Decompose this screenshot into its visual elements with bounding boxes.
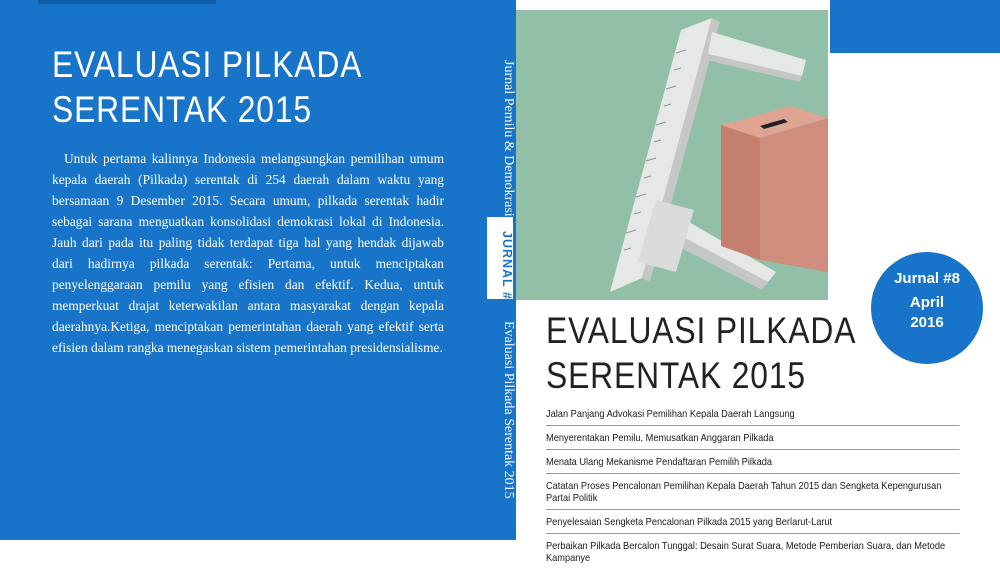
- toc-item: Penyelesaian Sengketa Pencalonan Pilkada 2015 yang Berlarut-Larut: [546, 509, 960, 533]
- spine-title: Evaluasi Pilkada Serentak 2015: [501, 321, 516, 499]
- badge-month: April: [909, 294, 945, 311]
- back-title-line1: EVALUASI PILKADA: [52, 44, 363, 85]
- back-cover-blurb: Untuk pertama kalinnya Indonesia melangsungkan pemilihan umum kepala daerah (Pilkada) serentak di 254 daerah dalam waktu yang bersamaan 9 Desember 2015. Secara umum, pilkada serentak hadir sebagai sarana menguatkan konsolidasi demokrasi lokal di Indonesia. Jauh dari pada itu paling tidak terdapat tiga hal yang hendak dijawab dari hadirnya pilkada serentak: Pertama, untuk menciptakan penyelenggaraan pemilu yang efisien dan efektif. Kedua, untuk memperkuat drajat keterwakilan antara masyarakat dengan kepala daerahnya.Ketiga, menciptakan pemerintahan daerah yang efektif serta efisien dalam rangka menegaskan sistem pemerintahan presidensialisme.: [52, 151, 444, 355]
- spine-issue-group: [484, 0, 516, 540]
- front-top-strip: [516, 0, 830, 10]
- ballot-box-icon: [721, 106, 828, 272]
- toc-item: Catatan Proses Pencalonan Pemilihan Kepala Daerah Tahun 2015 dan Sengketa Kepengurusan Partai Politik: [546, 473, 960, 509]
- toc-item: Menyerentakan Pemilu, Memusatkan Anggaran Pilkada: [546, 425, 960, 449]
- back-cover-tab: [38, 0, 216, 4]
- spine-journal-name: Jurnal Pemilu & Demokrasi: [501, 60, 516, 217]
- toc-item: Jalan Panjang Advokasi Pemilihan Kepala Daerah Langsung: [546, 408, 795, 420]
- back-title-line2: SERENTAK 2015: [52, 89, 312, 130]
- table-of-contents: [546, 408, 966, 569]
- badge-journal-number: Jurnal #8: [894, 270, 960, 287]
- front-title-line2: SERENTAK 2015: [546, 355, 806, 396]
- spine-issue: JURNAL #8: [500, 231, 514, 308]
- toc-item: Menata Ulang Mekanisme Pendaftaran Pemilih Pilkada: [546, 449, 960, 473]
- caliper-ballot-illustration: [516, 10, 828, 300]
- badge-year: 2016: [910, 314, 944, 331]
- front-top-blue-block: [830, 0, 1000, 53]
- cover-illustration: [516, 10, 828, 300]
- back-cover: [0, 0, 484, 540]
- issue-badge: [871, 252, 983, 364]
- front-cover-title: [546, 308, 856, 398]
- front-cover: [516, 0, 1000, 564]
- back-cover-title: [52, 42, 362, 132]
- toc-item: Perbaikan Pilkada Bercalon Tunggal: Desain Surat Suara, Metode Pemberian Suara, dan Metode Kampanye: [546, 533, 960, 569]
- front-title-line1: EVALUASI PILKADA: [546, 310, 857, 351]
